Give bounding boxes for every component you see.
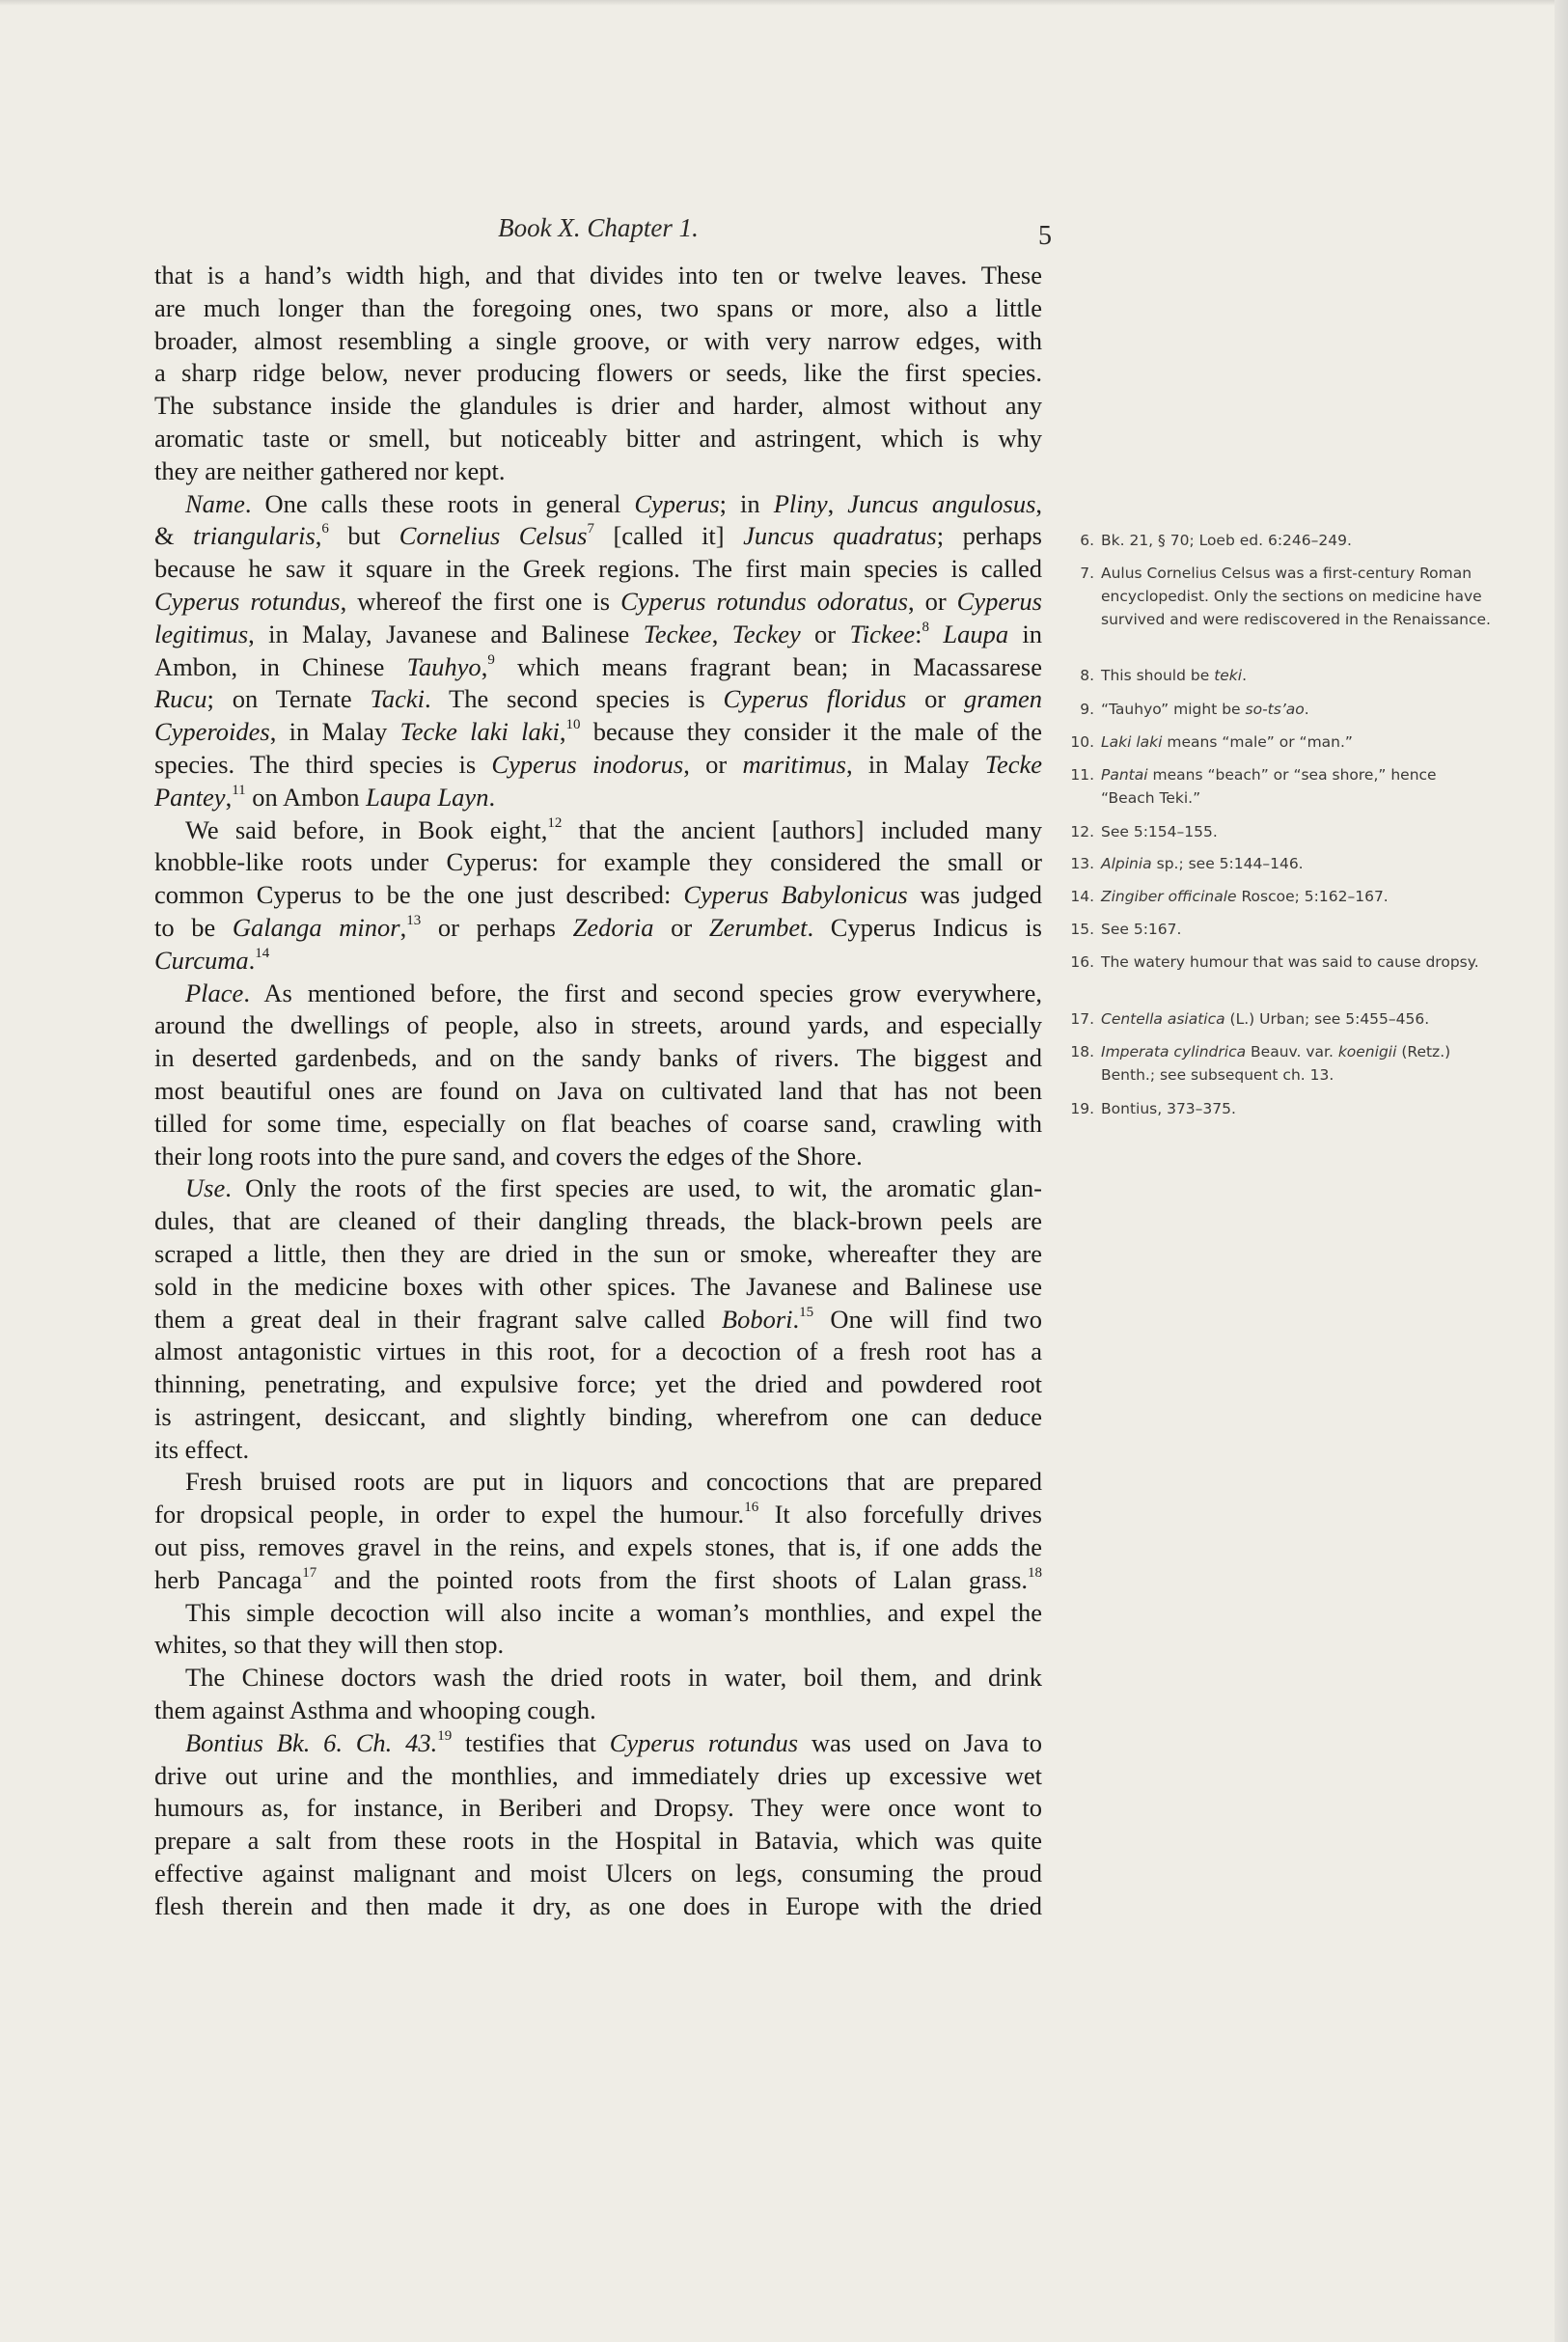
text-run: sold in the medicine boxes with other spices. The Javanese and Balinese use: [154, 1271, 1042, 1301]
text-line: [154, 1141, 1042, 1173]
italic-run: Teckee: [643, 619, 712, 648]
footnote-number: 10.: [1070, 733, 1094, 751]
text-run: that is a hand’s width high, and that divides into ten or twelve leaves. These: [154, 261, 1042, 289]
text-line: [154, 879, 1042, 912]
footnote: [1069, 698, 1494, 721]
footnote-ref: 10: [565, 717, 581, 733]
text-run: in deserted gardenbeds, and on the sandy banks of rivers. The biggest and: [154, 1043, 1042, 1073]
italic-run: Teckey: [731, 619, 801, 648]
italic-run: Galanga minor: [232, 912, 400, 942]
footnote-number: 17.: [1070, 1010, 1094, 1028]
footnote-ref: 12: [547, 814, 563, 831]
italic-run: Zingiber officinale: [1101, 888, 1237, 905]
footnote-number: 7.: [1080, 565, 1094, 582]
text-run: knobble-like roots under Cyperus: for example they considered the small or: [154, 847, 1042, 877]
italic-run: Juncus quadratus: [743, 521, 937, 551]
italic-run: maritimus: [742, 749, 846, 779]
italic-run: Cornelius Celsus: [399, 521, 588, 551]
text-run: The watery humour that was said to cause dropsy.: [1101, 953, 1479, 971]
text-run: This simple decoction will also incite a woman’s monthlies, and expel the: [185, 1597, 1042, 1627]
text-run: broader, almost resembling a single groove, or with very narrow edges, with: [154, 325, 1042, 355]
text-run: Bk. 21, § 70; Loeb ed. 6:246–249.: [1101, 532, 1352, 549]
italic-run: Tacki: [370, 684, 425, 714]
text-run: [called it]: [593, 521, 744, 551]
footnote: [1069, 918, 1494, 941]
footnote-text: [1101, 1007, 1494, 1031]
text-line: [154, 1695, 1042, 1727]
text-run: around the dwellings of people, also in streets, around yards, and especially: [154, 1010, 1042, 1040]
text-line: [154, 716, 1042, 749]
text-run: “Tauhyo” might be: [1101, 701, 1246, 718]
text-line: [154, 260, 1042, 292]
text-line: [154, 1662, 1042, 1695]
text-line: [154, 749, 1042, 782]
text-line: [154, 978, 1042, 1010]
text-run: dules, that are cleaned of their dangling threads, the black-brown peels are: [154, 1206, 1042, 1236]
italic-run: Laki laki: [1101, 733, 1163, 751]
text-run: on Ambon: [245, 782, 367, 812]
text-run: was judged: [907, 880, 1042, 910]
text-run: &: [154, 521, 194, 551]
footnote: [1069, 852, 1494, 875]
italic-run: Pantai: [1101, 766, 1148, 784]
italic-run: Cyperus rotundus odoratus: [620, 586, 908, 616]
footnote-ref: 11: [232, 782, 246, 798]
footnote-ref: 13: [406, 912, 422, 928]
text-run: .: [488, 782, 496, 812]
italic-run: koenigii: [1337, 1043, 1397, 1061]
footnote-text: [1101, 730, 1494, 754]
footnote: [1069, 1007, 1494, 1031]
text-run: is astringent, desiccant, and slightly binding, wherefrom one can deduce: [154, 1401, 1042, 1431]
text-run: One will find two: [813, 1304, 1043, 1334]
text-run: .: [1242, 667, 1248, 684]
text-run: ,: [559, 717, 566, 747]
footnote-text: [1101, 820, 1494, 843]
footnote-number: 13.: [1070, 855, 1094, 872]
text-run: almost antagonistic virtues in this root, for a decoction of a fresh root has a: [154, 1336, 1042, 1366]
text-line: [154, 1042, 1042, 1075]
text-line: [154, 1304, 1042, 1336]
running-head: Book X. Chapter 1.: [498, 213, 699, 242]
footnote-text: [1101, 951, 1494, 974]
text-line: [154, 782, 1042, 814]
text-run: ,: [1035, 488, 1043, 518]
text-run: species. The third species is: [154, 749, 492, 779]
text-run: :: [915, 619, 922, 648]
text-run: , or: [683, 749, 743, 779]
italic-run: Tecke: [984, 749, 1042, 779]
text-run: or perhaps: [421, 912, 573, 942]
italic-run: Tickee: [849, 619, 916, 648]
text-line: [154, 1564, 1042, 1597]
italic-run: Tauhyo: [406, 651, 481, 681]
text-run: . Only the roots of the first species are used, to wit, the aromatic glan-: [225, 1173, 1042, 1203]
text-run: or: [906, 684, 965, 714]
text-run: testifies that: [452, 1727, 610, 1757]
page-number: 5: [1038, 221, 1052, 251]
italic-run: Centella asiatica: [1101, 1010, 1225, 1028]
text-run: flesh therein and then made it dry, as one does in Europe with the dried: [154, 1890, 1042, 1920]
text-run: ,: [225, 782, 233, 812]
footnote: [1069, 529, 1494, 552]
text-run: Ambon, in Chinese: [154, 651, 407, 681]
text-run: out piss, removes gravel in the reins, and expels stones, that is, if one adds the: [154, 1532, 1042, 1562]
text-line: [154, 1108, 1042, 1141]
text-line: [154, 1271, 1042, 1304]
footnote: [1069, 763, 1494, 810]
italic-run: Zerumbet: [708, 912, 808, 942]
footnote-number: 11.: [1070, 766, 1094, 784]
text-line: [154, 488, 1042, 521]
text-run: most beautiful ones are found on Java on cultivated land that has not been: [154, 1075, 1042, 1105]
text-run: but: [328, 521, 399, 551]
text-run: drive out urine and the monthlies, and immediately dries up excessive wet: [154, 1760, 1042, 1790]
text-line: [154, 1597, 1042, 1630]
text-line: [154, 1466, 1042, 1499]
text-run: It also forcefully drives: [758, 1500, 1042, 1529]
footnote-number: 15.: [1070, 921, 1094, 938]
text-run: effective against malignant and moist Ulcers on legs, consuming the proud: [154, 1859, 1042, 1888]
footnote-number: 18.: [1070, 1043, 1094, 1061]
footnote-ref: 15: [799, 1304, 814, 1320]
text-run: tilled for some time, especially on flat beaches of coarse sand, crawling with: [154, 1108, 1042, 1138]
text-run: Aulus Cornelius Celsus was a first-century Roman encyclopedist. Only the sections on medicine have survived and were rediscovered in the Renaissance.: [1101, 565, 1491, 628]
footnote-number: 12.: [1070, 823, 1094, 840]
italic-run: Curcuma: [154, 945, 249, 975]
text-run: [929, 620, 943, 648]
text-run: See 5:154–155.: [1101, 823, 1218, 840]
text-line: [154, 1434, 1042, 1467]
text-run: are much longer than the foregoing ones, two spans or more, also a little: [154, 292, 1042, 322]
text-run: because they consider it the male of the: [580, 717, 1043, 747]
text-run: and the pointed roots from the first shoots of Lalan grass.: [316, 1564, 1029, 1594]
text-run: ,: [481, 651, 488, 681]
text-run: . One calls these roots in general: [244, 488, 635, 518]
text-run: ; perhaps: [936, 521, 1042, 551]
text-run: that the ancient [authors] included many: [562, 814, 1042, 844]
text-line: [154, 619, 1042, 651]
text-run: their long roots into the pure sand, and covers the edges of the Shore.: [154, 1141, 863, 1171]
text-run: herb Pancaga: [154, 1564, 303, 1594]
footnote-text: [1101, 664, 1494, 687]
footnote-number: 14.: [1070, 888, 1094, 905]
text-run: ,: [711, 619, 732, 648]
text-run: scraped a little, then they are dried in the sun or smoke, whereafter they are: [154, 1238, 1042, 1268]
footnote: [1069, 1097, 1494, 1120]
footnote: [1069, 951, 1494, 974]
italic-run: Juncus angulosus: [847, 488, 1036, 518]
text-run: ; on Ternate: [206, 684, 371, 714]
italic-run: Cyperus rotundus: [154, 586, 341, 616]
text-line: [154, 945, 1042, 978]
italic-run: gramen: [964, 684, 1042, 714]
text-line: [154, 1499, 1042, 1531]
text-line: [154, 1792, 1042, 1825]
text-line: [154, 683, 1042, 716]
text-run: them a great deal in their fragrant salve called: [154, 1304, 722, 1334]
text-run: . Cyperus Indicus is: [807, 912, 1042, 942]
text-run: in: [1008, 619, 1043, 648]
italic-run: Laupa Layn: [366, 782, 489, 812]
footnote-ref: 17: [302, 1564, 317, 1581]
italic-run: Cyperoides: [154, 717, 270, 747]
text-line: [154, 520, 1042, 553]
footnote-ref: 18: [1028, 1564, 1043, 1581]
text-run: for dropsical people, in order to expel the humour.: [154, 1500, 745, 1529]
footnote-number: 8.: [1080, 667, 1094, 684]
text-line: [154, 423, 1042, 455]
footnote-number: 6.: [1080, 532, 1094, 549]
text-line: [154, 1629, 1042, 1662]
main-text: [154, 260, 1042, 1923]
footnote-ref: 7: [587, 521, 594, 537]
text-run: or: [653, 912, 709, 942]
text-run: . As mentioned before, the first and second species grow everywhere,: [243, 978, 1042, 1007]
text-run: means “male” or “man.”: [1162, 733, 1353, 751]
footnote-text: [1101, 852, 1494, 875]
footnote-ref: 16: [744, 1500, 759, 1516]
text-line: [154, 1368, 1042, 1401]
text-run: humours as, for instance, in Beriberi and Dropsy. They were once wont to: [154, 1793, 1042, 1823]
text-run: (L.) Urban; see 5:455–456.: [1224, 1010, 1430, 1028]
text-run: means “beach” or “sea shore,” hence “Beach Teki.”: [1101, 766, 1437, 807]
text-line: [154, 1531, 1042, 1564]
text-run: ,: [827, 488, 848, 518]
text-run: was used on Java to: [798, 1727, 1042, 1757]
text-line: [154, 553, 1042, 586]
text-run: ; in: [719, 488, 774, 518]
text-run: (Retz.) Benth.; see subsequent ch. 13.: [1101, 1043, 1451, 1084]
footnote-text: [1101, 1097, 1494, 1120]
text-line: [154, 912, 1042, 945]
italic-run: Cyperus floridus: [723, 684, 907, 714]
text-run: aromatic taste or smell, but noticeably bitter and astringent, which is why: [154, 423, 1042, 453]
footnote-ref: 14: [255, 945, 270, 961]
text-line: [154, 325, 1042, 358]
italic-run: Cyperus: [634, 488, 720, 518]
text-run: they are neither gathered nor kept.: [154, 455, 506, 485]
text-run: , in Malay: [845, 749, 985, 779]
text-run: Bontius, 373–375.: [1101, 1100, 1236, 1117]
footnote: [1069, 664, 1494, 687]
footnote-text: [1101, 763, 1494, 810]
italic-run: Pantey: [154, 782, 226, 812]
footnote-ref: 8: [922, 619, 930, 635]
text-run: , in Malay: [269, 717, 400, 747]
footnote-text: [1101, 1040, 1494, 1087]
text-line: [154, 814, 1042, 847]
italic-run: teki: [1214, 667, 1243, 684]
text-run: , in Malay, Javanese and Balinese: [248, 619, 644, 648]
text-run: prepare a salt from these roots in the Hospital in Batavia, which was quite: [154, 1826, 1042, 1856]
text-line: [154, 586, 1042, 619]
text-line: [154, 846, 1042, 879]
text-line: [154, 1336, 1042, 1368]
text-run: We said before, in Book eight,: [185, 814, 548, 844]
italic-run: Pliny: [773, 488, 828, 518]
italic-run: so-ts’ao: [1245, 701, 1305, 718]
footnote-ref: 19: [437, 1727, 453, 1744]
text-line: [154, 390, 1042, 423]
text-run: See 5:167.: [1101, 921, 1182, 938]
italic-run: Imperata cylindrica: [1101, 1043, 1247, 1061]
footnote: [1069, 820, 1494, 843]
italic-run: Laupa: [943, 619, 1009, 648]
text-run: . The second species is: [424, 684, 724, 714]
text-line: [154, 357, 1042, 390]
text-run: .: [1304, 701, 1309, 718]
italic-run: Use: [185, 1173, 226, 1203]
footnote-text: [1101, 918, 1494, 941]
text-run: ,: [315, 521, 322, 551]
text-line: [154, 1172, 1042, 1205]
text-run: to be: [154, 912, 233, 942]
italic-run: Cyperus Babylonicus: [683, 880, 908, 910]
text-run: its effect.: [154, 1434, 250, 1464]
text-run: thinning, penetrating, and expulsive force; yet the dried and powdered root: [154, 1369, 1042, 1399]
text-run: Fresh bruised roots are put in liquors and concoctions that are prepared: [185, 1467, 1042, 1497]
footnote-text: [1101, 698, 1494, 721]
text-line: [154, 1205, 1042, 1238]
text-line: [154, 1727, 1042, 1760]
text-run: because he saw it square in the Greek regions. The first main species is called: [154, 554, 1042, 584]
footnote: [1069, 562, 1494, 631]
footnote-number: 9.: [1080, 701, 1094, 718]
text-run: The Chinese doctors wash the dried roots in water, boil them, and drink: [185, 1663, 1042, 1693]
italic-run: Tecke laki laki: [399, 717, 560, 747]
text-run: sp.; see 5:144–146.: [1151, 855, 1304, 872]
footnote-text: [1101, 562, 1494, 631]
italic-run: Cyperus: [956, 586, 1042, 616]
text-run: them against Asthma and whooping cough.: [154, 1695, 596, 1725]
page-top-edge: [0, 0, 1568, 6]
text-run: This should be: [1101, 667, 1215, 684]
italic-run: triangularis: [193, 521, 316, 551]
text-line: [154, 292, 1042, 325]
footnote-text: [1101, 529, 1494, 552]
text-run: whites, so that they will then stop.: [154, 1630, 505, 1660]
text-run: , or: [907, 586, 957, 616]
text-line: [154, 1858, 1042, 1890]
footnote-number: 19.: [1070, 1100, 1094, 1117]
footnote: [1069, 1040, 1494, 1087]
italic-run: Rucu: [154, 684, 207, 714]
italic-run: Cyperus rotundus: [609, 1727, 799, 1757]
text-run: ,: [399, 912, 407, 942]
text-run: .: [792, 1304, 800, 1334]
text-line: [154, 1825, 1042, 1858]
text-run: Beauv. var.: [1246, 1043, 1338, 1061]
footnote-ref: 6: [321, 521, 329, 537]
italic-run: Alpinia: [1101, 855, 1152, 872]
text-run: common Cyperus to be the one just described:: [154, 880, 684, 910]
footnote-ref: 9: [487, 651, 495, 668]
text-line: [154, 1238, 1042, 1271]
text-line: [154, 455, 1042, 488]
italic-run: Bobori: [721, 1304, 793, 1334]
italic-run: Zedoria: [572, 912, 654, 942]
page-right-edge: [1554, 0, 1568, 2342]
text-line: [154, 1401, 1042, 1434]
text-run: The substance inside the glandules is drier and harder, almost without any: [154, 391, 1042, 421]
text-line: [154, 1760, 1042, 1793]
italic-run: legitimus: [154, 619, 249, 648]
text-run: which means fragrant bean; in Macassarese: [494, 651, 1042, 681]
text-line: [154, 1009, 1042, 1042]
italic-run: Name: [185, 488, 245, 518]
text-run: or: [800, 619, 850, 648]
italic-run: Bontius Bk. 6. Ch. 43.: [185, 1727, 438, 1757]
text-line: [154, 651, 1042, 684]
text-line: [154, 1890, 1042, 1923]
text-run: , whereof the first one is: [340, 586, 621, 616]
text-run: .: [248, 945, 256, 975]
text-run: a sharp ridge below, never producing flowers or seeds, like the first species.: [154, 358, 1042, 388]
footnote: [1069, 885, 1494, 908]
footnote-number: 16.: [1070, 953, 1094, 971]
italic-run: Place: [185, 978, 244, 1007]
footnote-text: [1101, 885, 1494, 908]
text-run: Roscoe; 5:162–167.: [1236, 888, 1389, 905]
italic-run: Cyperus inodorus: [491, 749, 684, 779]
text-line: [154, 1075, 1042, 1108]
footnote: [1069, 730, 1494, 754]
